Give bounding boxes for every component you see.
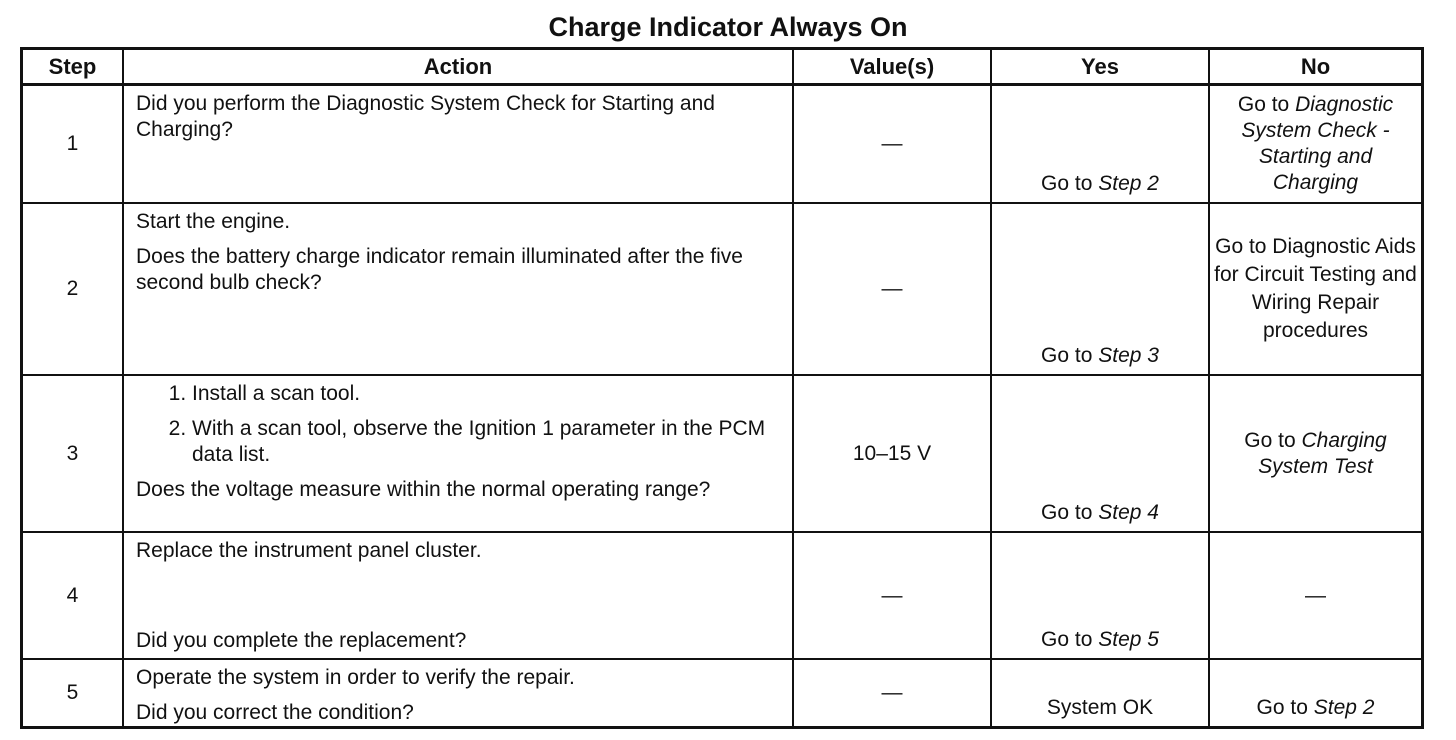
action-cell — [124, 660, 794, 726]
no-prefix: Go to — [1256, 696, 1314, 719]
yes-text: System OK — [1046, 696, 1154, 719]
page-title: Charge Indicator Always On — [548, 12, 908, 42]
action-cell — [124, 376, 794, 533]
header-values: Value(s) — [794, 50, 992, 86]
yes-cell — [992, 660, 1210, 726]
no-prefix: Go to — [1244, 428, 1302, 452]
no-link[interactable]: Charging System Test — [1258, 428, 1387, 478]
action-step-item: 2. With a scan tool, observe the Ignition 1 parameter in the PCM data list. — [192, 416, 780, 468]
yes-prefix: Go to — [1041, 344, 1099, 367]
action-cell — [124, 533, 794, 660]
action-steps-list — [136, 381, 780, 468]
no-prefix: Go to — [1237, 93, 1296, 116]
diagnostic-table — [20, 47, 1424, 729]
action-cell — [124, 86, 794, 204]
step-number: 1 — [23, 86, 124, 204]
no-cell: — — [1210, 533, 1421, 660]
step-number: 5 — [23, 660, 124, 726]
action-text: Start the engine. — [136, 210, 291, 233]
value-cell: — — [794, 86, 992, 204]
no-text[interactable]: Go to Diagnostic Aids for Circuit Testing and Wiring Repair procedures — [1214, 235, 1417, 342]
value-cell: — — [794, 533, 992, 660]
yes-cell — [992, 204, 1210, 376]
no-cell — [1210, 204, 1421, 376]
yes-link[interactable]: Step 4 — [1098, 501, 1159, 524]
no-cell — [1210, 660, 1421, 726]
yes-prefix: Go to — [1041, 628, 1099, 651]
yes-link[interactable]: Step 2 — [1098, 172, 1159, 195]
no-cell — [1210, 86, 1421, 204]
header-action: Action — [124, 50, 794, 86]
action-text: Operate the system in order to verify the repair. — [136, 666, 575, 689]
value-cell: 10–15 V — [794, 376, 992, 533]
step-number: 2 — [23, 204, 124, 376]
step-number: 3 — [23, 376, 124, 533]
header-yes: Yes — [992, 50, 1210, 86]
action-question: Does the voltage measure within the normal operating range? — [136, 478, 711, 501]
action-question: Did you complete the replacement? — [136, 629, 467, 652]
yes-cell — [992, 376, 1210, 533]
no-cell — [1210, 376, 1421, 533]
step-number: 4 — [23, 533, 124, 660]
yes-cell — [992, 533, 1210, 660]
no-link[interactable]: Step 2 — [1313, 696, 1375, 719]
yes-link[interactable]: Step 5 — [1098, 628, 1159, 651]
header-step: Step — [23, 50, 124, 86]
yes-link[interactable]: Step 3 — [1098, 344, 1159, 367]
yes-prefix: Go to — [1041, 501, 1099, 524]
action-cell — [124, 204, 794, 376]
action-question: Did you correct the condition? — [136, 701, 414, 724]
action-text: Replace the instrument panel cluster. — [136, 539, 482, 562]
value-cell: — — [794, 660, 992, 726]
action-question: Does the battery charge indicator remain illuminated after the five second bulb check? — [136, 245, 743, 294]
yes-prefix: Go to — [1041, 172, 1099, 195]
no-link[interactable]: Diagnostic System Check - Starting and Charging — [1241, 93, 1394, 194]
action-text: Did you perform the Diagnostic System Check for Starting and Charging? — [136, 92, 715, 141]
yes-cell — [992, 86, 1210, 204]
value-cell: — — [794, 204, 992, 376]
header-no: No — [1210, 50, 1421, 86]
action-step-item: 1. Install a scan tool. — [192, 381, 780, 407]
